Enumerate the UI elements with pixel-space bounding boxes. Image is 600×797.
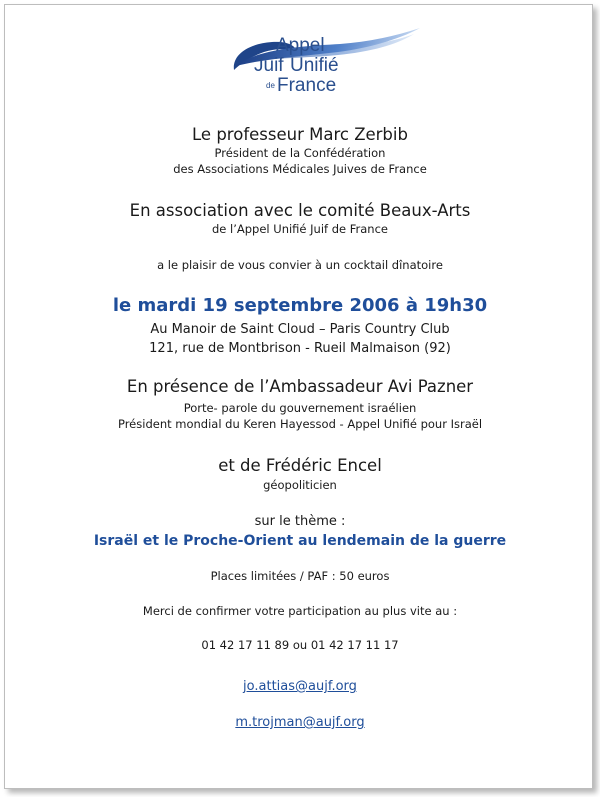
logo-word-juif: Juif	[254, 55, 284, 76]
logo-word-unifie: Unifié	[290, 55, 339, 76]
event-date: le mardi 19 septembre 2006 à 19h30	[112, 295, 488, 316]
event-venue: Au Manoir de Saint Cloud – Paris Country Club	[150, 322, 450, 337]
phone-numbers: 01 42 17 11 89 ou 01 42 17 11 17	[201, 638, 399, 652]
invitation-text: a le plaisir de vous convier à un cocktail dînatoire	[157, 258, 443, 272]
email-2-row	[0, 712, 600, 731]
email-link-attias[interactable]: jo.attias@aujf.org	[243, 679, 357, 694]
event-address: 121, rue de Montbrison - Rueil Malmaison (92)	[149, 341, 451, 356]
email-1-row	[0, 676, 600, 695]
association-sub: de l’Appel Unifié Juif de France	[212, 222, 388, 236]
logo-word-france: France	[277, 75, 337, 96]
host-name: Le professeur Marc Zerbib	[192, 125, 408, 144]
association-heading: En association avec le comité Beaux-Arts	[129, 201, 471, 220]
guest-ambassador-role-1: Porte- parole du gouvernement israélien	[183, 401, 417, 415]
guest-encel: et de Frédéric Encel	[218, 456, 382, 475]
guest-ambassador: En présence de l’Ambassadeur Avi Pazner	[126, 377, 474, 396]
logo-word-appel: Appel	[276, 35, 325, 56]
host-title-2: des Associations Médicales Juives de France	[173, 162, 427, 176]
guest-ambassador-role-2: Président mondial du Keren Hayessod - Appel Unifié pour Israël	[117, 417, 483, 431]
theme-title: Israël et le Proche-Orient au lendemain de la guerre	[93, 533, 507, 549]
places-info: Places limitées / PAF : 50 euros	[210, 569, 390, 583]
theme-intro: sur le thème :	[254, 514, 346, 529]
logo-word-de: de	[266, 81, 275, 90]
aujf-logo	[228, 26, 428, 102]
email-link-trojman[interactable]: m.trojman@aujf.org	[235, 715, 365, 730]
guest-encel-role: géopoliticien	[263, 478, 337, 492]
host-title-1: Président de la Confédération	[214, 146, 386, 160]
confirm-text: Merci de confirmer votre participation au plus vite au :	[142, 604, 458, 618]
